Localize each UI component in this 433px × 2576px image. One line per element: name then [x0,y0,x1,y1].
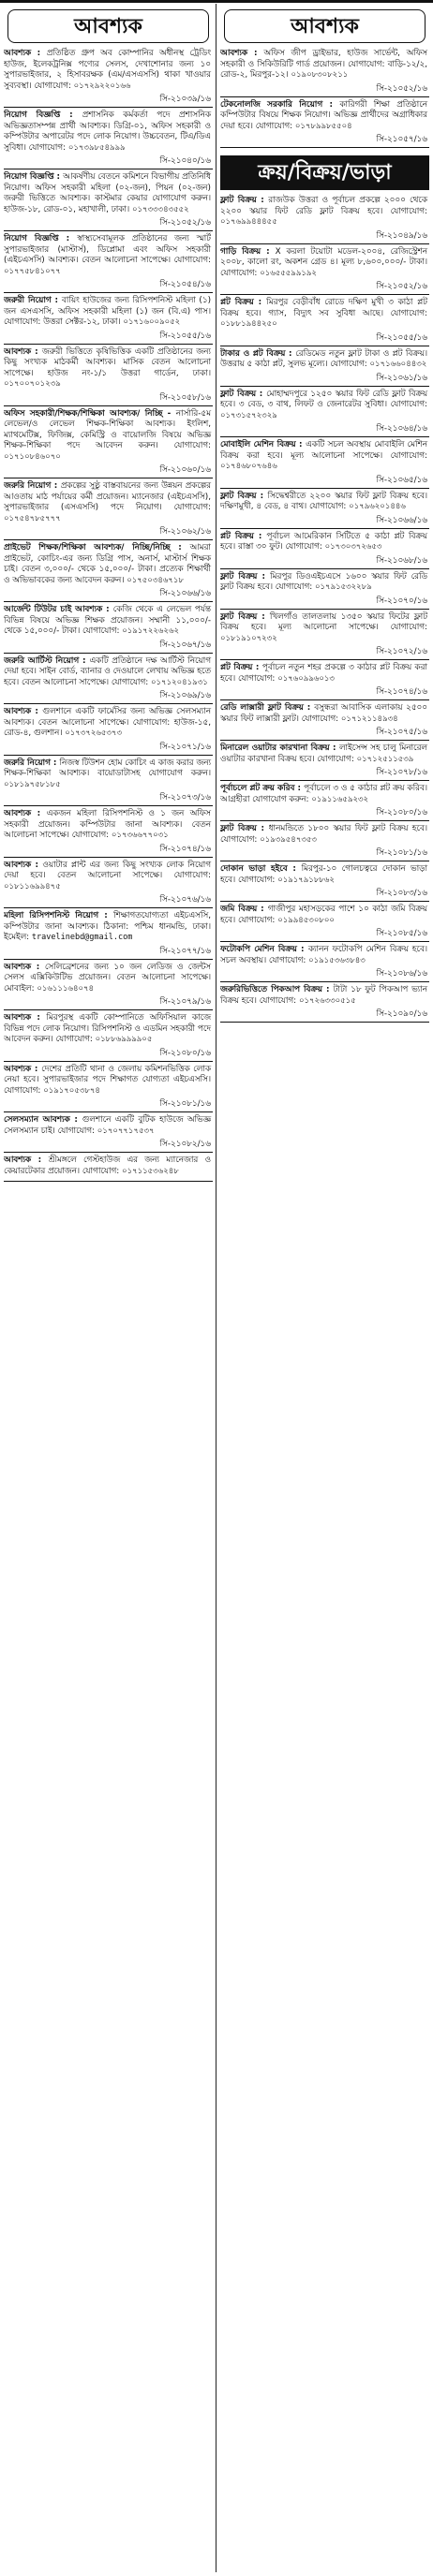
classified-ad [220,945,429,982]
ad-reference-code: সি-২১০৪০/১৬ [4,155,213,169]
ad-body: একটি প্রতিষ্ঠানে দক্ষ আর্টিস্ট নিয়োগ দেয়া হবে। সাইন বোর্ড, ব্যানার ও দেওয়ালে লেখায় অভিজ্ঞ হতে হবে। বেতন আলোচনা সাপেক্ষে। যোগাযোগ: [4,655,211,687]
ad-reference-code: সি-২১০৫২/১৬ [220,83,429,97]
ad-title: আবশ্যক : [4,346,38,357]
ad-title: গাড়ি বিক্রয় : [220,246,270,257]
section-header-required-right: আবশ্যক [224,9,426,43]
ad-body: পূর্বাচলে ৩ ও ৫ কাঠার প্লট ক্রয় করিব। আগ্রহীরা যোগাযোগ করুন: [220,784,427,804]
ad-text [4,758,211,793]
ad-contact: ০১৭১২০৪১৯৩১ [151,677,208,687]
ad-reference-code: সি-২১০৪৯/১৬ [220,230,429,244]
classified-ad [4,172,213,231]
ad-title: আবশ্যক : [4,860,38,870]
ad-contact: ০১৭৩১৫৭২৩২৯ [220,410,277,420]
classified-ad [4,234,213,293]
ad-title: জমি বিক্রয় : [220,905,264,914]
ad-text [220,440,427,475]
ad-reference-code: সি-২১০৭৪/১৬ [4,844,213,858]
ad-reference-code [4,1179,213,1182]
ad-contact: ০১৭২৯২২০১৬৬ [73,81,131,91]
ad-text [220,196,427,230]
left-column [4,4,213,2572]
ad-title: ফ্লাট বিক্রয় : [220,389,263,399]
ad-title: টাকার ও প্লট বিক্রয় : [220,348,292,359]
ad-reference-code: সি-২১০৬১/১৬ [220,373,429,387]
ad-text [220,703,427,727]
ad-reference-code: সি-২১০৬৪/১৬ [220,423,429,437]
ad-text [220,298,427,332]
ad-text [4,1156,211,1179]
ad-reference-code: সি-২১০৬৯/১৬ [4,690,213,704]
ad-body: ওয়াটার প্লান্ট এর জন্য কিছু সংখ্যক লোক নিয়োগ দেয়া হবে। বেতন আলোচনা সাপেক্ষে। যোগাযোগ: [4,860,211,880]
ad-contact: ০১৭৩০৩৭২৬৫৩ [324,542,382,552]
ad-text [4,49,211,94]
ad-body: ক্যানন ফটোকপি মেশিন বিক্রয় হবে। সচল অবস্থায়। যোগাযোগ: [220,945,427,965]
ad-body: জরুরী ভিত্তিতে কৃষিভিত্তিক একটি প্রতিষ্ঠানের জন্য কিছু সংখ্যক মাঠকর্মী আবশ্যক। মাসিক বেতন আলোচনা সাপেক্ষে। হাউজ নং-১/১ উত্তরা গার্ডেন, ঢাকা। [4,346,211,378]
ad-body: সেলিব্রেশনের জন্য ১০ জন লেডিজ ও জেন্টস সেলস এক্সিকিউটিভ প্রয়োজন। বেতন আলোচনা সাপেক্ষে। মোবাইল: [4,962,211,994]
ad-contact: ০১৯১৭৯১৮৮৬২ [277,875,335,885]
classified-ad [220,612,429,661]
ad-title: ফ্লাট বিক্রয় : [220,611,265,622]
ad-body: পূর্বাচল নতুন শহর প্রকল্পে ৩ কাঠার প্লট বিক্রয় করা হবে। যোগাযোগ: [220,663,427,684]
ad-reference-code: সি-২১০৭৮/১৬ [220,767,429,781]
ad-title: ফ্লাট বিক্রয় : [220,196,264,205]
ad-contact: ০১৯১৫৩৬৩৮৪৩ [308,955,366,965]
ad-reference-code: সি-২১০৬৬/১৬ [4,588,213,602]
ad-body: লাইসেন্স সহ চালু মিনারেল ওয়াটার কারখানা বিক্রয় হবে। যোগাযোগ: [220,743,427,764]
ad-body: কেজি থেকে এ লেভেল পর্যন্ত বিভিন্ন বিষয়ে অভিজ্ঞ শিক্ষক প্রয়োজন। সম্মানী ১১,০০০/- থেকে ১৫,০০০/- টাকা। যোগাযোগ: [4,605,211,636]
ad-text [220,743,427,767]
ad-text [4,234,211,279]
ad-reference-code: সি-২১০৫২/১৬ [4,217,213,231]
ad-contact: ০১৭১৬৬০৪৪৩২ [369,360,427,369]
ad-contact: ০১৭৩৯৮৫৪৯৯৯ [67,142,126,153]
ad-title: প্লট বিক্রয় : [220,663,260,672]
ad-title: নিয়োগ বিজ্ঞপ্তি : [4,234,70,243]
ad-title: ফটোকপি মেশিন বিক্রয় : [220,945,305,954]
ad-contact: ০১৮৮৬৯৯৯৯০৫ [95,1035,153,1044]
classified-ad [220,743,429,781]
ad-title: প্লট বিক্রয় : [220,531,262,541]
ad-contact: ০১৭০০৭০১২৩৯ [4,379,61,389]
ad-body: মোহাম্মদপুরে ১২৫০ স্কয়ার ফিট রেডি ফ্লাট বিক্রয় হবে। ৩ বেড, ৩ বাথ, লিফট ও জেনারেটর সুবিধা। যোগাযোগ: [220,389,428,409]
ad-reference-code: সি-২১০৮৫/১৬ [220,928,429,942]
ad-body: নার্সারি-৫ম লেভেল/ও লেভেল শিক্ষক-শিক্ষিকা আবশ্যক। ইংলিশ, ম্যাথমেটিক্স, ফিজিক্স, কেমিস্ট্রি ও বায়োলজি বিষয়ে অভিজ্ঞ শিক্ষক-শিক্ষিকা পদে আবেদন করুন। যোগাযোগ: [4,408,211,450]
ad-contact: ০১৭১০৮৪৬০৭০ [4,451,61,462]
ad-title: আবশ্যক : [220,49,258,58]
ad-contact: travelinebd@gmail.com [31,933,133,942]
ad-reference-code: সি-২১০৬৮/১৬ [220,555,429,569]
ad-reference-code: সি-২১০৭৪/১৬ [220,686,429,700]
ad-text [220,784,427,807]
classified-ad [4,49,213,108]
classified-ad [220,864,429,902]
right-column [220,4,429,2572]
ad-reference-code: সি-২১০৭৯/১৬ [4,996,213,1010]
ad-text [4,1013,211,1048]
ad-contact: ০১৭৯১৫৩২২৮৯ [315,582,372,592]
classified-ad [220,532,429,569]
classified-ad [220,349,429,387]
ad-title: রেডি লাক্সারী ফ্লাট বিক্রয় : [220,703,311,713]
ad-text [4,110,211,155]
ad-body: বায়িং হাউজের জন্য রিসিপশনিস্ট মহিলা (১) জন এসএসসি, অফিস সহকারী মহিলা (১) জন (বি.এ) পাস। যোগাযোগ: উত্তরা সেক্টর-১২, ঢাকা। [4,296,211,327]
ad-title: ফ্লাট বিক্রয় : [220,824,264,833]
ad-contact: ০১৯০৮৩০৮২১১ [291,70,349,80]
ad-title: নিয়োগ বিজ্ঞপ্তি : [4,172,61,182]
ad-reference-code: সি-২১০৩৯/১৬ [4,94,213,108]
ad-body: স্বাস্থ্যসেবামূলক প্রতিষ্ঠানের জন্য স্মার্ট সুপারভাইজার (মাস্টার্স), ডিপ্লোমা এবং অফিস সহকারী (এইচএসসি) আবশ্যক। বেতন আলোচনা সাপেক্ষে। যোগাযোগ: [4,234,211,265]
ad-title: মহিলা রিসিপশনিস্ট নিয়োগ : [4,911,108,920]
ad-title: জরুরি নিয়োগ : [4,481,58,491]
classified-ad [220,663,429,700]
ad-contact: ০১৭৬০৯৯৬০১৩ [277,673,335,684]
section-header-required: আবশ্যক [7,9,209,43]
ad-title: সেলসম্যান আবশ্যক : [4,1115,78,1125]
classified-ad [220,784,429,821]
ad-text [220,247,427,282]
classified-ad [4,481,213,540]
classified-ad [4,1156,213,1182]
ad-reference-code: সি-২১০৮৩/১৬ [220,888,429,902]
ad-text [4,707,211,742]
ad-title: আর্জেন্ট টিউটর চাই আবশ্যক : [4,605,110,614]
ad-reference-code: সি-২১০৭৫/১৬ [220,727,429,741]
ad-reference-code: সি-২১০৭৬/১৬ [4,894,213,908]
ad-contact: ০১৮১৯১০৭২৩২ [220,633,277,643]
ad-reference-code: সি-২১০৭০/১৬ [220,596,429,610]
ad-title: প্রাইভেট শিক্ষক/শিক্ষিকা আবশ্যক/ নিচ্ছি/নিচ্ছি : [4,543,182,552]
ad-body: মিরপুর-১০ গোলচত্বরে দোকান ভাড়া হবে। যোগাযোগ: [220,864,427,885]
left-listings [4,49,213,1182]
ad-body: টাটা ১৮ ফুট পিকআপ ভ্যান বিক্রয় হবে। যোগাযোগ: [220,985,427,1006]
ad-body: সিদ্ধেশ্বরীতে ২২০০ স্কয়ার ফিট ফ্লাট বিক্রয় হবে। দক্ষিণমুখী, ৪ বেড, ৪ বাথ। যোগাযোগ: [220,491,427,511]
ad-contact: ০১৭১৬০০৯০৫২ [123,317,181,327]
ad-contact: ০১৭৩৭২৬৫৩৭৩ [65,729,122,738]
ad-contact: ০১৯১৭০৫৩৮৭৪ [43,1085,100,1096]
ad-text [4,409,211,465]
ad-contact: ০১৭৩৬৬৭৭০৩১ [111,831,169,840]
ad-contact: ০১৭১২৫১১৫৩৯ [356,754,414,764]
ad-body: প্রকল্পের সুষ্ঠু বাস্তবায়নের জন্য উন্নয়ন প্রকল্পের আওতায় মাঠ পর্যায়ের কর্মী প্রয়োজন। ম্যানেজার (এইচএসসি), সুপারভাইজার (এসএসসি) পদে নিয়োগ। যোগাযোগ: [4,481,211,512]
ad-title: জরুরি আর্টিস্ট নিয়োগ : [4,655,86,666]
classified-ad [220,196,429,244]
ad-body: রেডিমেড নতুন ফ্লাট টাকা ও প্লট বিক্রয়। উত্তরায় ৫ কাঠা প্লট, সুলভ মূল্যে। যোগাযোগ: [220,348,427,369]
ad-text [4,481,211,526]
classified-ad [4,543,213,602]
classified-ad [4,347,213,406]
classified-ad [220,905,429,942]
ad-title: মোবাইলি মেশিন বিক্রয় : [220,440,303,449]
ad-title: টেকনোলজি সরকারি নিয়োগ : [220,99,333,110]
ad-contact: ০১৭২৬৩৩০৫১৫ [298,995,356,1006]
ad-contact: ০১৮১১৬৯৯৪৭৫ [4,881,61,891]
classified-ad [4,656,213,705]
ad-title: জরুরি নিয়োগ : [4,758,57,768]
ad-text [4,656,211,691]
ad-reference-code: সি-২১০৬০/১৬ [4,464,213,478]
ad-contact: ০১৯১৭২২৬২৬২ [122,626,179,636]
ad-title: আবশ্যক : [4,707,38,716]
ad-title: ফ্লাট বিক্রয় : [220,491,264,501]
ad-text [4,1065,211,1099]
classified-ad [220,390,429,438]
ad-contact: ০১৭৮৯৯৮৫৫০৪ [294,121,352,131]
ad-body: গুলশানে একটি বুটিক হাউজে অভিজ্ঞ সেলসম্যান চাই। যোগাযোগ: [4,1115,211,1136]
ad-title: প্লট বিক্রয় : [220,298,262,307]
ad-body: মিরপুর ডিওএইচএসে ১৬০০ স্কয়ার ফিট রেডি ফ্লাট বিক্রয় হবে। যোগাযোগ: [220,571,427,592]
ad-contact: ০১৮১৯৭৫৮১৮৫ [4,779,61,789]
classified-ad [220,985,429,1023]
ad-title: আবশ্যক : [4,809,41,818]
classified-ad [4,861,213,909]
ad-title: জরুরিভিত্তিতে পিকআপ বিক্রয় : [220,985,330,994]
ad-reference-code: সি-২১০৭১/১৬ [4,742,213,756]
ad-body: শ্রীমঙ্গলে গেস্টহাউজ এর জন্য ম্যানেজার ও কেয়ারটেকার প্রয়োজন। যোগাযোগ: [4,1156,211,1176]
ad-title: আবশ্যক : [4,49,41,58]
ad-body: প্রশাসনিক কর্মকর্তা পদে প্রশাসনিক অভিজ্ঞতাসম্পন্ন প্রার্থী আবশ্যক। ডিগ্রি-০১, অফিস সহকারী ও কম্পিউটার অপারেটর পদে লোক নিয়োগ। উচ্চবেতন, টিএ/ডিএ সুবিধা। যোগাযোগ: [4,110,211,153]
classified-ad [220,247,429,296]
classified-ad [220,298,429,346]
ad-contact: ০১৭৬৯৯৪৪৪৫৫ [220,217,277,227]
ad-text [4,809,211,844]
ad-reference-code: সি-২১০৮০/১৬ [220,807,429,821]
ad-text [220,663,427,686]
ad-reference-code: সি-২১০৮০/১৬ [4,1048,213,1062]
classified-ad [4,911,213,960]
ad-body: একজন মহিলা রিসিপশনিস্ট ও ১ জন অফিস সহকারী প্রয়োজন। কম্পিউটার জানা আবশ্যক। বেতন আলোচনা সাপেক্ষে। যোগাযোগ: [4,809,211,840]
ad-reference-code: সি-২১০৬৫/১৬ [220,475,429,489]
classified-ad [220,49,429,97]
classified-ad [220,824,429,861]
ad-title: পূর্বাচলে প্লট ক্রয় করিব : [220,784,302,793]
classified-ad [4,1065,213,1113]
ad-title: নিয়োগ বিজ্ঞপ্তি : [4,110,73,120]
classified-ad [4,707,213,756]
ad-contact: ০১৭৫৪৭৮৫৭৭৭ [4,513,61,523]
ad-reference-code: সি-২১০৫৫/১৬ [4,331,213,345]
ad-contact: ০১৭৪৬৮০৭৬৪৬ [220,462,277,471]
ad-reference-code: সি-২১০৫৪/১৬ [4,279,213,293]
classified-ad [4,809,213,858]
ad-text [4,347,211,392]
ad-body: গুলশানে একটি ফার্মেসির জন্য অভিজ্ঞ সেলসম্যান আবশ্যক। বেতন আলোচনা সাপেক্ষে। যোগাযোগ: হাউজ-১৫, রোড-৪, গুলশান। [4,707,211,738]
ad-contact: ০১৮৮১৯৪৪২৫০ [220,319,277,329]
ad-text [220,532,427,555]
ad-title: দোকান ভাড়া হইবে : [220,864,296,874]
ad-title: মিনারেল ওয়াটার কারখানা বিক্রয় : [220,743,336,753]
ad-reference-code: সি-২১০৭২/১৬ [220,646,429,660]
ad-text [220,100,427,135]
ad-contact: ০১৭৫০৩৪৬৭১৮ [127,575,184,585]
ad-reference-code: সি-২১০৯০/১৬ [220,1008,429,1023]
ad-text [220,390,427,424]
ad-body: গাজীপুর মহাসড়কের পাশে ১০ কাঠা জমি বিক্রয় হবে। যোগাযোগ: [220,905,427,925]
classified-ad [4,605,213,654]
ad-body: কারিগরী শিক্ষা প্রতিষ্ঠানে কম্পিউটার বিষয়ে শিক্ষক নিয়োগ। অভিজ্ঞ প্রার্থীদের অগ্রাধিকার দেয়া হবে। যোগাযোগ: [220,99,427,131]
top-border [0,0,433,3]
ad-title: আবশ্যক : [4,1156,42,1165]
ad-reference-code: সি-২১০৮১/১৬ [4,1098,213,1112]
ad-contact: ০১৭১২১১৪৯৩৪ [340,714,398,724]
ad-contact: ০১৬১১১৬৪০৭৪ [37,983,95,994]
classified-ad [4,758,213,807]
ad-contact: ০১৯৯৪৫৩০৮০০ [277,915,335,925]
ad-body: অফিস জীপ ড্রাইভার, হাউজ সার্ভেন্ট, অফিস সহকারী ও সিকিউরিটি গার্ড প্রয়োজন। যোগাযোগ: বাড়ি-১২/২, রোড-২, মিরপুর-১২। [220,49,427,80]
classified-ad [220,492,429,529]
ad-reference-code: সি-২১০৫৫/১৬ [220,332,429,346]
ad-text [220,824,427,847]
ad-body: X করলা টয়োটা মডেল-২০০৪, রেজিস্ট্রেশন ২০০৮, কালো রং, অকশন গ্রেড ৪। মূল্য ৮,৬০০,০০০/- টাকা। যোগাযোগ: [220,246,427,278]
right-top-listings [220,49,429,148]
ad-body: একটি সচল অবস্থায় মোবাইলি মেশিন বিক্রয় করা হবে। মূল্য আলোচনা সাপেক্ষে। যোগাযোগ: [220,440,427,461]
ad-body: প্রতিষ্ঠিত গ্রুপ অব কোম্পানির অধীনস্থ ট্রেডিং হাউজ, ইলেকট্রনিক্স পণ্যের সেলস, দেখাশোনার জন্য ১০ সুপারভাইজার, ২ হিসাবরক্ষক (এম/এসএসসি) থাকা খাওয়ার সুব্যবস্থা। যোগাযোগ: [4,49,211,91]
ad-contact: ০১৯৩৯৫৪৭৩৫৩ [260,834,317,845]
ad-text [4,911,211,946]
classified-ad [4,409,213,479]
ad-reference-code: সি-২১০৮৬/১৬ [220,968,429,982]
ad-text [220,572,427,596]
classified-ad [4,1013,213,1062]
ad-text [220,985,427,1008]
ad-text [220,349,427,373]
section-header-buy-sell-rent: ক্রয়/বিক্রয়/ভাড়া [220,155,429,190]
ad-title: জরুরী নিয়োগ : [4,296,59,305]
ad-title: আবশ্যক : [4,962,40,972]
ad-contact: ০১৭৭৫৮৪১০৭৭ [4,266,61,276]
ad-body: শিক্ষাগতযোগ্যতা এইচএসসি, কম্পিউটার জানা আবশ্যক। ঠিকানা: পশ্চিম ধানমন্ডি, ঢাকা। ইমেইল: [4,911,211,942]
ad-text [220,864,427,888]
ad-body: আকর্ষণীয় বেতনে কমিশনে বিভাগীয় প্রতিনিধি নিয়োগ। অফিস সহকারী মহিলা (০২-জন), পিয়ন (০২-জন) জরুরী ভিত্তিতে আবশ্যক। কাস্টমার কেয়ার যোগাযোগ করুন। হাউজ-১৮, রোড-০১, মহাখালী, ঢাকা। [4,172,211,214]
ad-title: ফ্লাট বিক্রয় : [220,571,266,581]
ad-text [220,49,427,83]
ad-text [4,296,211,331]
ad-text [4,543,211,588]
ad-reference-code: সি-২১০৮১/১৬ [220,847,429,861]
ad-text [220,612,427,647]
ad-text [220,945,427,968]
ad-reference-code: সি-২১০৫৮/১৬ [4,392,213,406]
ad-contact: ০১৬৫৫৫৯৯১৯২ [260,268,317,278]
classified-ad [220,572,429,610]
classified-ad [4,296,213,345]
ad-text [220,905,427,928]
ad-contact: ০১৯১১৬৫৯২৩২ [311,794,369,804]
ad-reference-code: সি-২১০৭৩/১৬ [4,792,213,806]
ad-contact: ০১৭১১৫৩৬২৪৮ [122,1166,179,1176]
ad-contact: ০১৭৩৩৩৪৩৫৫২ [131,204,189,214]
ad-body: ধানমন্ডিতে ১৮০০ স্কয়ার ফিট ফ্লাট বিক্রয় হবে। যোগাযোগ: [220,824,427,845]
ad-title: আবশ্যক : [4,1064,38,1074]
classified-ad [4,110,213,169]
ad-reference-code: সি-২১০৬৬/১৬ [220,515,429,529]
ad-text [4,1115,211,1139]
ad-text [4,963,211,997]
ad-body: মিরপুরস্থ একটি কোম্পানিতে অফিসিয়াল কাজে বিভিন্ন পদে লোক নিয়োগ। রিসিপশনিস্ট ও এডমিন সহকারী পদে আবেদন করুন। যোগাযোগ: [4,1013,211,1044]
right-bottom-listings [220,196,429,1023]
ad-reference-code: সি-২১০৫২/১৬ [220,281,429,295]
ad-contact: ০১৭০৭৭১৭৫৩৭ [97,1126,155,1136]
ad-reference-code: সি-২১০৫৭/১৬ [220,134,429,148]
ad-reference-code: সি-২১০৬২/১৬ [4,526,213,540]
ad-text [4,861,211,895]
ad-title: অফিস সহকারী/শিক্ষক/শিক্ষিকা আবশ্যক/ নিচ্ছি - [4,408,172,419]
classified-ad [220,100,429,149]
ad-reference-code: সি-২১০৭৭/১৬ [4,946,213,960]
ad-body: মিরপুর বেড়ীবাঁধ রোডে দক্ষিণ মুখী ৩ কাঠা প্লট বিক্রয় হবে। গ্যাস, বিদ্যুৎ সব সুবিধা আছে। যোগাযোগ: [220,298,427,318]
ad-body: রাজউক উত্তরা ও পূর্বাচল প্রকল্পে ২০০০ থেকে ২২০০ স্কয়ার ফিট রেডি ফ্লাট বিক্রয় হবে। যোগাযোগ: [220,196,427,216]
ad-text [220,492,427,515]
ad-reference-code: সি-২১০৬৭/১৬ [4,640,213,654]
ad-text [4,605,211,640]
ad-reference-code: সি-২১০৮২/১৬ [4,1139,213,1153]
ad-title: আবশ্যক : [4,1013,40,1023]
classified-ad [4,1115,213,1153]
ad-body: খিলগাঁও তালতলায় ১৩৫০ স্কয়ার ফিটের ফ্লাট বিক্রয় হবে। মূল্য আলোচনা সাপেক্ষে। যোগাযোগ: [220,611,427,632]
ad-body: পূর্বাচল আমেরিকান সিটিতে ৫ কাঠা প্লট বিক্রয় হবে। রাস্তা ৩০ ফুট। যোগাযোগ: [220,531,427,552]
ad-contact: ০১৭৯৬২০১৪৪৬ [349,502,406,511]
classified-ad [4,963,213,1011]
classified-ad [220,440,429,489]
ad-body: দেশের প্রতিটি থানা ও জেলায় কমিশনভিত্তিক লোক নেয়া হবে। সুপারভাইজার পদে শিক্ষাগত যোগ্যতা এইচএসসি। যোগাযোগ: [4,1064,211,1096]
ad-body: আমরা প্রাইভেট, কোচিং-এর জন্য ডিগ্রি পাস, অনার্স, মাস্টার্স শিক্ষক চাই। বেতন ৩,০০০/- থেকে ১৫,০০০/- টাকা। প্রত্যেক শিক্ষার্থী ও অভিভাবকের জন্য আবেদন করুন। [4,543,211,585]
ad-text [4,172,211,217]
ad-body: নিজস্ব টিউশন হোম কোচিং এ কাজ করার জন্য শিক্ষক-শিক্ষিকা আবশ্যক। বায়োডাটাসহ যোগাযোগ করুন। [4,758,211,778]
classified-ad [220,703,429,741]
ad-body: বসুন্ধরা আবাসিক এলাকায় ২৫০০ স্কয়ার ফিট লাক্সারী ফ্লাট। যোগাযোগ: [220,703,427,724]
